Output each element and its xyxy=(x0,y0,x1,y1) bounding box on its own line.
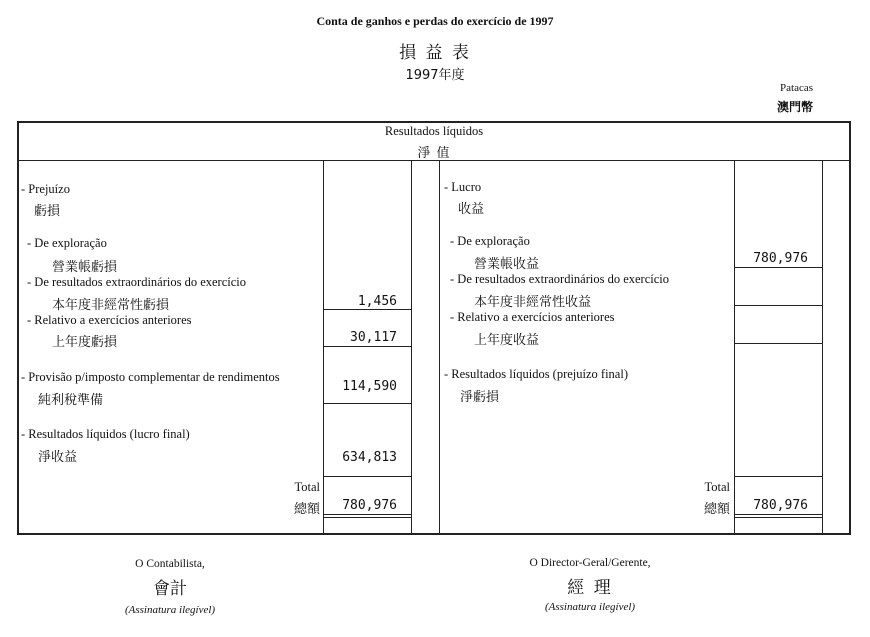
left-row-2-value: 1,456 xyxy=(357,294,397,309)
left-row-5-value: 634,813 xyxy=(342,450,397,465)
left-row-4-value: 114,590 xyxy=(342,379,397,394)
left-row-4-pt: - Provisão p/imposto complementar de rendimentos xyxy=(21,370,280,384)
right-total-value: 780,976 xyxy=(753,498,808,513)
accountant-role-zh: 會計 xyxy=(153,579,187,599)
right-total-pt: Total xyxy=(704,480,730,494)
right-row-3-zh: 上年度收益 xyxy=(474,333,540,348)
right-total-zh: 總額 xyxy=(703,502,730,517)
left-total-zh: 總額 xyxy=(293,502,320,517)
accountant-role-pt: O Contabilista, xyxy=(135,558,205,570)
right-row-2-pt: - De resultados extraordinários do exercício xyxy=(450,272,670,286)
right-row-1-value: 780,976 xyxy=(753,251,808,266)
left-row-3-pt: - Relativo a exercícios anteriores xyxy=(27,313,192,327)
year-zh: 1997年度 xyxy=(405,68,465,83)
title-zh: 損 益 表 xyxy=(399,43,471,63)
left-row-3-value: 30,117 xyxy=(350,330,397,345)
left-section-zh: 虧損 xyxy=(34,204,61,219)
right-row-4-zh: 淨虧損 xyxy=(460,390,500,405)
left-row-4-zh: 純利稅準備 xyxy=(38,393,104,408)
accountant-signature-note: (Assinatura ilegível) xyxy=(124,604,216,616)
currency-zh: 澳門幣 xyxy=(776,100,813,114)
right-section-zh: 收益 xyxy=(458,202,485,217)
director-signature-note: (Assinatura ilegível) xyxy=(544,601,636,613)
director-role-zh: 經 理 xyxy=(567,578,613,598)
table-heading-pt: Resultados líquidos xyxy=(384,124,484,138)
left-total-pt: Total xyxy=(294,480,320,494)
left-row-3-zh: 上年度虧損 xyxy=(52,335,118,350)
right-row-3-pt: - Relativo a exercícios anteriores xyxy=(450,310,615,324)
right-section-pt: - Lucro xyxy=(444,180,482,194)
left-row-2-pt: - De resultados extraordinários do exercício xyxy=(27,275,247,289)
left-row-2-zh: 本年度非經常性虧損 xyxy=(52,298,170,313)
left-row-1-pt: - De exploração xyxy=(27,236,107,250)
left-total-value: 780,976 xyxy=(342,498,397,513)
title-pt: Conta de ganhos e perdas do exercício de 1997 xyxy=(316,14,554,28)
left-section-pt: - Prejuízo xyxy=(21,182,70,196)
left-row-1-zh: 營業帳虧損 xyxy=(52,260,118,275)
table-heading-zh: 淨 值 xyxy=(417,146,451,161)
director-role-pt: O Director-Geral/Gerente, xyxy=(529,557,651,569)
right-row-2-zh: 本年度非經常性收益 xyxy=(474,295,592,310)
currency-pt: Patacas xyxy=(780,82,813,94)
right-row-1-zh: 營業帳收益 xyxy=(474,257,540,272)
left-row-5-zh: 淨收益 xyxy=(38,450,78,465)
right-row-1-pt: - De exploração xyxy=(450,234,530,248)
left-row-5-pt: - Resultados líquidos (lucro final) xyxy=(21,427,190,441)
right-row-4-pt: - Resultados líquidos (prejuízo final) xyxy=(444,367,628,381)
